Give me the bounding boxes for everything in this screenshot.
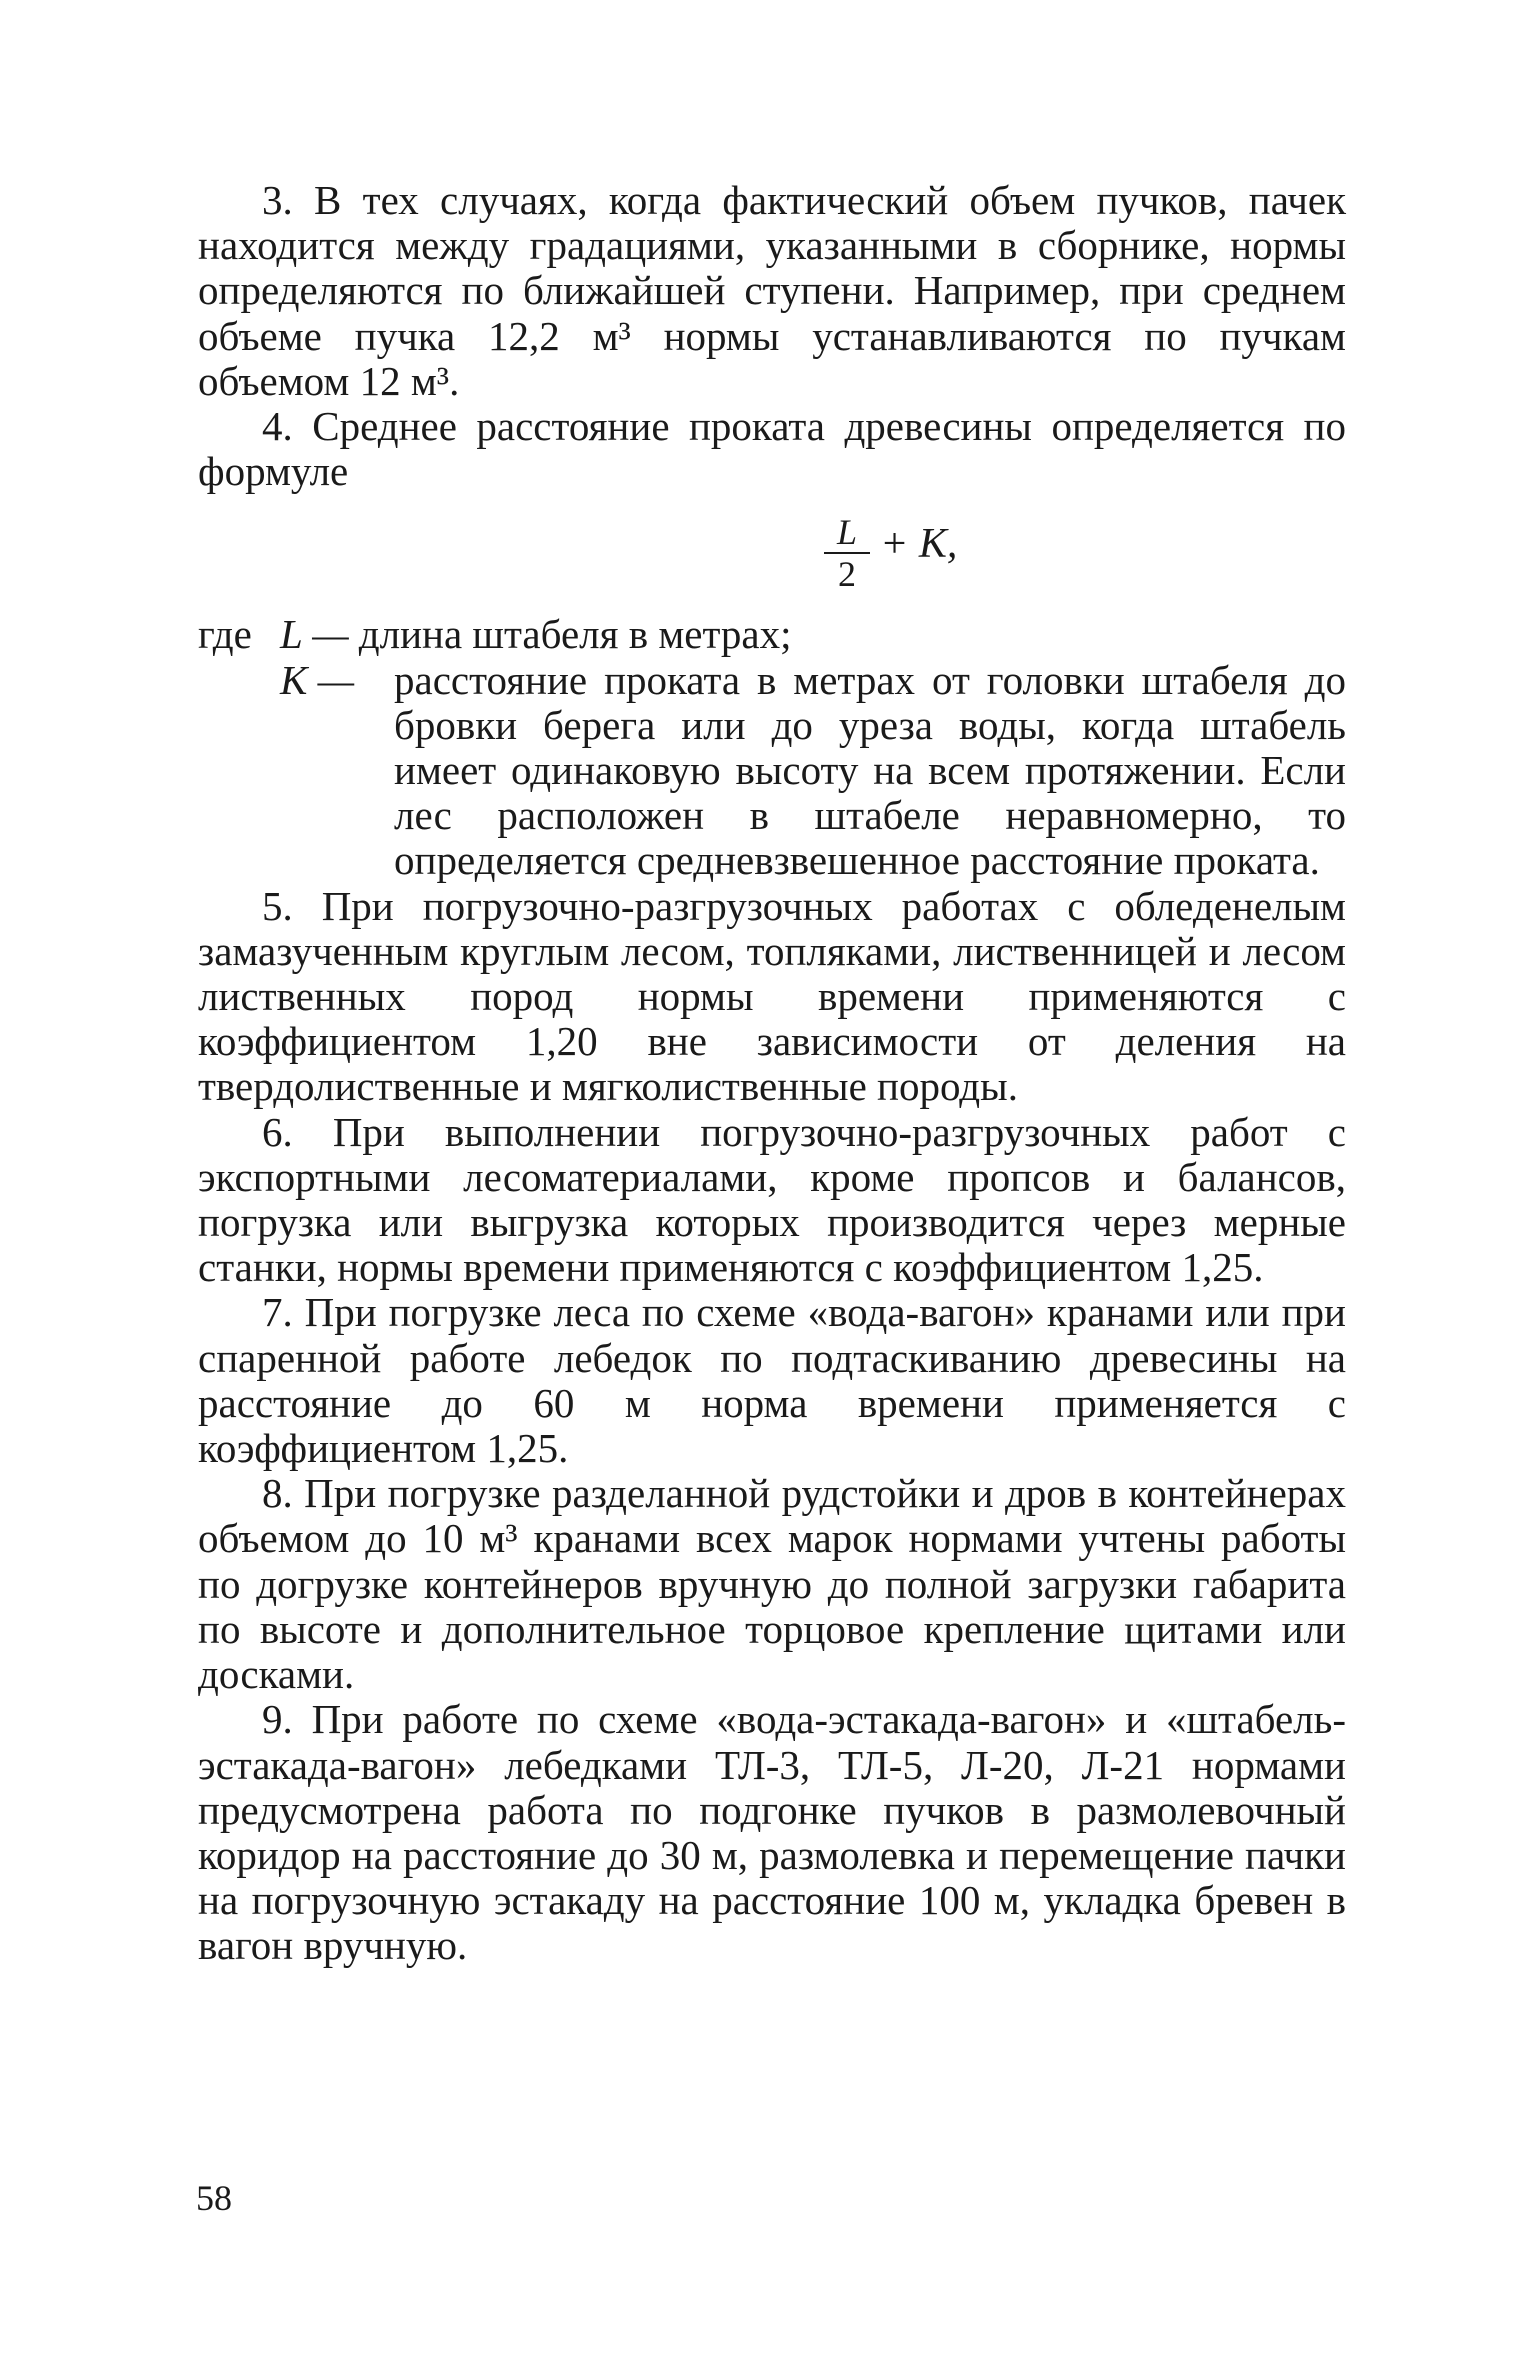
body-text bbox=[198, 178, 1346, 1969]
definition-K-text: расстояние проката в метрах от головки штабеля до бровки берега или до уреза воды, когда штабель имеет одинаковую высоту на всем протяжении. Если лес расположен в штабеле неравномерно, то определяется средневзвешенное расстояние проката. bbox=[394, 656, 1346, 884]
formula-denominator: 2 bbox=[838, 554, 856, 595]
formula-fraction bbox=[824, 512, 870, 595]
page-number: 58 bbox=[196, 2178, 232, 2218]
definition-L bbox=[198, 612, 1346, 657]
formula-definitions bbox=[198, 612, 1346, 883]
definition-L-symbol: L — bbox=[280, 611, 349, 658]
formula-L-over-2-plus-K bbox=[198, 494, 1346, 612]
definition-K-symbol: K — bbox=[280, 656, 355, 703]
paragraph-7: 7. При погрузке леса по схеме «вода-вагон» кранами или при спаренной работе лебедок по подтаскиванию древесины на расстояние до 60 м норма времени применяется с коэффициентом 1,25. bbox=[198, 1289, 1346, 1472]
paragraph-3: 3. В тех случаях, когда фактический объем пучков, пачек находится между градациями, указанными в сборнике, нормы определяются по ближайшей ступени. Например, при среднем объеме пучка 12,2 м³ нормы устанавливаются по пучкам объемом 12 м³. bbox=[198, 177, 1346, 404]
definition-lead: где bbox=[198, 611, 252, 658]
paragraph-4: 4. Среднее расстояние проката древесины определяется по формуле bbox=[198, 403, 1346, 495]
formula-numerator: L bbox=[836, 512, 858, 553]
paragraph-9: 9. При работе по схеме «вода-эстакада-вагон» и «штабель-эстакада-вагон» лебедками ТЛ-3, ТЛ-5, Л-20, Л-21 нормами предусмотрена работа по подгонке пучков в размолевочный коридор на расстояние до 30 м, размолевка и перемещение пачки на погрузочную эстакаду на расстояние 100 м, укладка бревен в вагон вручную. bbox=[198, 1696, 1346, 1969]
formula-rest: + K, bbox=[880, 521, 958, 568]
paragraph-8: 8. При погрузке разделанной рудстойки и дров в контейнерах объемом до 10 м³ кранами всех марок нормами учтены работы по догрузке контейнеров вручную до полной загрузки габарита по высоте и дополнительное торцовое крепление щитами или досками. bbox=[198, 1470, 1346, 1698]
definition-L-text: длина штабеля в метрах; bbox=[358, 611, 792, 658]
definition-K bbox=[198, 658, 1346, 884]
paragraph-5: 5. При погрузочно-разгрузочных работах с обледенелым замазученным круглым лесом, топляками, лиственницей и лесом лиственных пород нормы времени применяются с коэффициентом 1,20 вне зависимости от деления на твердолиственные и мягколиственные породы. bbox=[198, 882, 1346, 1110]
paragraph-6: 6. При выполнении погрузочно-разгрузочных работ с экспортными лесоматериалами, кроме пропсов и балансов, погрузка или выгрузка которых производится через мерные станки, нормы времени применяются с коэффициентом 1,25. bbox=[198, 1108, 1346, 1291]
